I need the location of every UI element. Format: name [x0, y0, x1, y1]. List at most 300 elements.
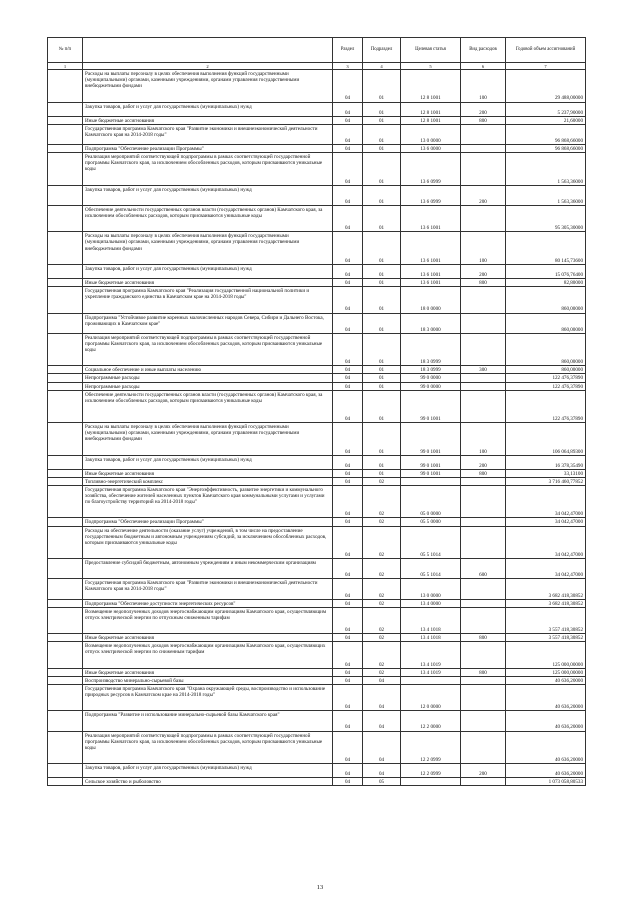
row-name-cell: Подпрограмма "Обеспечение доступности энергетических ресурсов": [83, 599, 333, 607]
row-name-cell: Иные бюджетные ассигнования: [83, 668, 333, 676]
row-name-cell: Расходы на выплаты персоналу в целях обеспечения выполнения функций государственными (муниципальными) органами, казенными учреждениями, органами управления государственными внебюджетными фондами: [83, 232, 333, 265]
row-amount-cell: 33,13100: [506, 469, 586, 477]
row-amount-cell: 29 488,00000: [506, 70, 586, 103]
row-amount-cell: 860,00000: [506, 287, 586, 313]
table-row: [48, 279, 586, 287]
row-expense-type-cell: 800: [461, 116, 506, 124]
table-row: [48, 731, 586, 764]
row-num-cell: [48, 153, 83, 186]
row-razdel-cell: 04: [333, 485, 363, 518]
row-amount-cell: 3 716 460,77852: [506, 477, 586, 485]
row-podrazdel-cell: 04: [363, 711, 401, 731]
row-target-article-cell: 13 6 0999: [401, 153, 461, 186]
row-name-cell: Реализация мероприятий соответствующей подпрограммы в рамках соответствующей государственной программы Камчатского края, за исключением обособленных расходов, которым присваиваются уникальные коды: [83, 731, 333, 764]
row-amount-cell: 95 305,30000: [506, 205, 586, 231]
row-target-article-cell: 13 4 1019: [401, 668, 461, 676]
table-row: [48, 287, 586, 313]
row-razdel-cell: 04: [333, 477, 363, 485]
row-podrazdel-cell: 01: [363, 390, 401, 423]
row-name-cell: Закупка товаров, работ и услуг для государственных (муниципальных) нужд: [83, 102, 333, 116]
row-podrazdel-cell: 02: [363, 485, 401, 518]
row-expense-type-cell: [461, 313, 506, 333]
table-row: [48, 366, 586, 374]
row-num-cell: [48, 70, 83, 103]
row-amount-cell: 15 076,76400: [506, 264, 586, 278]
row-podrazdel-cell: 01: [363, 313, 401, 333]
table-row: [48, 374, 586, 382]
row-num-cell: [48, 764, 83, 778]
row-name-cell: Сельское хозяйство и рыболовство: [83, 778, 333, 786]
row-razdel-cell: 04: [333, 423, 363, 456]
row-num-cell: [48, 579, 83, 599]
table-row: [48, 185, 586, 205]
row-podrazdel-cell: 02: [363, 607, 401, 633]
table-row: [48, 423, 586, 456]
row-expense-type-cell: 200: [461, 102, 506, 116]
row-amount-cell: 40 636,20000: [506, 731, 586, 764]
row-amount-cell: 34 042,47000: [506, 518, 586, 526]
row-target-article-cell: 05 5 1014: [401, 526, 461, 559]
row-name-cell: Расходы на обеспечение деятельности (оказание услуг) учреждений, в том числе на предоставление государственным бюджетным и автономным учреждениям субсидий, за исключением обособленных расходов, которым присваиваются уникальные коды: [83, 526, 333, 559]
row-razdel-cell: 04: [333, 153, 363, 186]
row-razdel-cell: 04: [333, 668, 363, 676]
row-target-article-cell: 12 8 1001: [401, 102, 461, 116]
row-target-article-cell: 99 0 1001: [401, 455, 461, 469]
row-target-article-cell: 13 6 1001: [401, 264, 461, 278]
row-podrazdel-cell: 04: [363, 764, 401, 778]
row-target-article-cell: 13 4 1019: [401, 642, 461, 668]
table-row: [48, 232, 586, 265]
row-num-cell: [48, 469, 83, 477]
row-razdel-cell: 04: [333, 374, 363, 382]
row-podrazdel-cell: 01: [363, 232, 401, 265]
row-amount-cell: 125 000,00000: [506, 668, 586, 676]
row-name-cell: Воспроизводство минерально-сырьевой базы: [83, 676, 333, 684]
row-target-article-cell: 18 3 0999: [401, 366, 461, 374]
row-name-cell: Расходы на выплаты персоналу в целях обеспечения выполнения функций государственными (муниципальными) органами, казенными учреждениями, органами управления государственными внебюджетными фондами: [83, 423, 333, 456]
table-row: [48, 145, 586, 153]
row-target-article-cell: [401, 778, 461, 786]
row-podrazdel-cell: 02: [363, 518, 401, 526]
row-podrazdel-cell: 02: [363, 559, 401, 579]
row-target-article-cell: 13 6 1001: [401, 205, 461, 231]
row-target-article-cell: 99 0 1001: [401, 469, 461, 477]
table-row: [48, 668, 586, 676]
row-podrazdel-cell: 01: [363, 469, 401, 477]
header-num: № п/п: [48, 38, 83, 63]
row-name-cell: Возмещение недополученных доходов энергоснабжающим организациям Камчатского края, осуществляющим отпуск электрической энергии по отпускным сниженным тарифам: [83, 607, 333, 633]
row-expense-type-cell: [461, 205, 506, 231]
row-name-cell: Закупка товаров, работ и услуг для государственных (муниципальных) нужд: [83, 764, 333, 778]
row-amount-cell: 122 476,37890: [506, 374, 586, 382]
row-razdel-cell: 04: [333, 455, 363, 469]
row-num-cell: [48, 668, 83, 676]
row-expense-type-cell: [461, 731, 506, 764]
row-razdel-cell: 04: [333, 731, 363, 764]
row-expense-type-cell: [461, 518, 506, 526]
index-cell: 4: [363, 63, 401, 70]
row-podrazdel-cell: 01: [363, 153, 401, 186]
row-name-cell: Государственная программа Камчатского края "Развитие экономики и внешнеэкономической деятельности Камчатского края на 2014-2018 годы": [83, 124, 333, 144]
row-podrazdel-cell: 01: [363, 382, 401, 390]
table-row: [48, 764, 586, 778]
row-expense-type-cell: 200: [461, 264, 506, 278]
row-expense-type-cell: [461, 333, 506, 366]
row-amount-cell: 34 042,47000: [506, 559, 586, 579]
row-name-cell: Возмещение недополученных доходов энергоснабжающим организациям Камчатского края, осуществляющих отпуск электрической энергии по сниженным тарифам: [83, 642, 333, 668]
row-expense-type-cell: [461, 477, 506, 485]
row-amount-cell: 3 557 418,30852: [506, 607, 586, 633]
row-amount-cell: 82,80000: [506, 279, 586, 287]
row-podrazdel-cell: 02: [363, 526, 401, 559]
row-podrazdel-cell: 01: [363, 374, 401, 382]
row-amount-cell: 34 042,47000: [506, 526, 586, 559]
row-num-cell: [48, 374, 83, 382]
row-name-cell: Реализация мероприятий соответствующей подпрограммы в рамках соответствующей государственной программы Камчатского края, за исключением обособленных расходов, которым присваиваются уникальные коды: [83, 153, 333, 186]
row-amount-cell: 34 042,47000: [506, 485, 586, 518]
row-amount-cell: 1 073 058,80533: [506, 778, 586, 786]
table-body: [48, 70, 586, 786]
row-num-cell: [48, 526, 83, 559]
row-num-cell: [48, 185, 83, 205]
row-amount-cell: 106 064,89300: [506, 423, 586, 456]
row-expense-type-cell: 200: [461, 185, 506, 205]
row-num-cell: [48, 287, 83, 313]
row-razdel-cell: 04: [333, 607, 363, 633]
row-num-cell: [48, 366, 83, 374]
row-podrazdel-cell: 01: [363, 455, 401, 469]
row-expense-type-cell: [461, 382, 506, 390]
row-expense-type-cell: [461, 607, 506, 633]
row-amount-cell: 80 145,73600: [506, 232, 586, 265]
row-expense-type-cell: [461, 374, 506, 382]
row-target-article-cell: 13 4 1018: [401, 607, 461, 633]
row-razdel-cell: 04: [333, 313, 363, 333]
row-num-cell: [48, 559, 83, 579]
row-num-cell: [48, 778, 83, 786]
row-razdel-cell: 04: [333, 205, 363, 231]
row-amount-cell: 122 476,37890: [506, 382, 586, 390]
row-num-cell: [48, 634, 83, 642]
row-target-article-cell: 99 0 1001: [401, 423, 461, 456]
row-razdel-cell: 04: [333, 124, 363, 144]
row-expense-type-cell: [461, 287, 506, 313]
row-expense-type-cell: [461, 778, 506, 786]
row-num-cell: [48, 145, 83, 153]
row-razdel-cell: 04: [333, 70, 363, 103]
row-podrazdel-cell: 02: [363, 668, 401, 676]
row-razdel-cell: 04: [333, 526, 363, 559]
row-num-cell: [48, 279, 83, 287]
row-razdel-cell: 04: [333, 145, 363, 153]
table-row: [48, 153, 586, 186]
row-razdel-cell: 04: [333, 711, 363, 731]
row-expense-type-cell: [461, 684, 506, 710]
row-name-cell: Иные бюджетные ассигнования: [83, 469, 333, 477]
row-razdel-cell: 04: [333, 684, 363, 710]
row-podrazdel-cell: 01: [363, 205, 401, 231]
table-row: [48, 469, 586, 477]
table-row: [48, 116, 586, 124]
row-amount-cell: 96 868,66000: [506, 124, 586, 144]
row-target-article-cell: 05 0 0000: [401, 485, 461, 518]
row-razdel-cell: 04: [333, 634, 363, 642]
table-row: [48, 205, 586, 231]
row-num-cell: [48, 455, 83, 469]
row-num-cell: [48, 264, 83, 278]
row-podrazdel-cell: 04: [363, 684, 401, 710]
row-name-cell: Закупка товаров, работ и услуг для государственных (муниципальных) нужд: [83, 264, 333, 278]
row-expense-type-cell: [461, 711, 506, 731]
row-name-cell: Обеспечение деятельности государственных органов власти (государственных органов) Камчатского края, за исключением обособленных расходов, которым присваиваются уникальные коды: [83, 205, 333, 231]
row-num-cell: [48, 642, 83, 668]
row-num-cell: [48, 477, 83, 485]
row-razdel-cell: 04: [333, 279, 363, 287]
row-name-cell: Государственная программа Камчатского края "Реализация государственной национальной политики и укрепление гражданского единства в Камчатском крае на 2014-2018 годы": [83, 287, 333, 313]
row-target-article-cell: 12 8 1001: [401, 116, 461, 124]
row-name-cell: Подпрограмма "Обеспечение реализации Программы": [83, 518, 333, 526]
row-amount-cell: 5 237,90000: [506, 102, 586, 116]
row-podrazdel-cell: 02: [363, 599, 401, 607]
table-row: [48, 559, 586, 579]
row-podrazdel-cell: 04: [363, 676, 401, 684]
row-podrazdel-cell: 02: [363, 642, 401, 668]
row-name-cell: Расходы на выплаты персоналу в целях обеспечения выполнения функций государственными (муниципальными) органами, казенными учреждениями, органами управления государственными внебюджетными фондами: [83, 70, 333, 103]
budget-table-page: [47, 37, 585, 786]
table-row: [48, 124, 586, 144]
row-amount-cell: 860,00000: [506, 313, 586, 333]
budget-allocation-table: [47, 37, 586, 786]
row-podrazdel-cell: 02: [363, 634, 401, 642]
table-row: [48, 313, 586, 333]
row-num-cell: [48, 333, 83, 366]
row-razdel-cell: 04: [333, 264, 363, 278]
table-row: [48, 477, 586, 485]
row-razdel-cell: 04: [333, 116, 363, 124]
row-podrazdel-cell: 01: [363, 116, 401, 124]
row-num-cell: [48, 382, 83, 390]
row-target-article-cell: 18 3 0999: [401, 333, 461, 366]
row-razdel-cell: 04: [333, 287, 363, 313]
row-expense-type-cell: [461, 124, 506, 144]
row-amount-cell: 860,00000: [506, 333, 586, 366]
table-row: [48, 676, 586, 684]
table-row: [48, 333, 586, 366]
table-row: [48, 382, 586, 390]
row-target-article-cell: 12 2 0000: [401, 711, 461, 731]
row-expense-type-cell: [461, 579, 506, 599]
row-podrazdel-cell: 05: [363, 778, 401, 786]
index-cell: 2: [83, 63, 333, 70]
row-amount-cell: 96 868,66000: [506, 145, 586, 153]
row-amount-cell: 122 476,37890: [506, 390, 586, 423]
row-expense-type-cell: 800: [461, 668, 506, 676]
row-num-cell: [48, 731, 83, 764]
row-razdel-cell: 04: [333, 185, 363, 205]
row-target-article-cell: 12 2 0999: [401, 731, 461, 764]
row-amount-cell: 16 378,35490: [506, 455, 586, 469]
index-cell: 5: [401, 63, 461, 70]
row-expense-type-cell: 800: [461, 279, 506, 287]
row-target-article-cell: 13 0 0000: [401, 579, 461, 599]
row-name-cell: Подпрограмма "Устойчивое развитие коренных малочисленных народов Севера, Сибири и Дальнего Востока, проживающих в Камчатском крае": [83, 313, 333, 333]
row-num-cell: [48, 102, 83, 116]
row-podrazdel-cell: 01: [363, 102, 401, 116]
row-num-cell: [48, 116, 83, 124]
row-expense-type-cell: 100: [461, 232, 506, 265]
row-name-cell: Подпрограмма "Развитие и использование минерально-сырьевой базы Камчатского края": [83, 711, 333, 731]
row-amount-cell: 3 682 418,30852: [506, 599, 586, 607]
table-row: [48, 102, 586, 116]
row-num-cell: [48, 390, 83, 423]
row-target-article-cell: 13 6 0999: [401, 185, 461, 205]
row-expense-type-cell: 800: [461, 469, 506, 477]
row-target-article-cell: 13 6 1001: [401, 232, 461, 265]
row-razdel-cell: 04: [333, 764, 363, 778]
row-expense-type-cell: [461, 676, 506, 684]
row-target-article-cell: 05 5 1014: [401, 559, 461, 579]
row-razdel-cell: 04: [333, 642, 363, 668]
row-target-article-cell: 99 0 1001: [401, 390, 461, 423]
table-row: [48, 778, 586, 786]
index-cell: 7: [506, 63, 586, 70]
header-target-article: Целевая статья: [401, 38, 461, 63]
table-row: [48, 526, 586, 559]
row-target-article-cell: 18 0 0000: [401, 287, 461, 313]
row-name-cell: Подпрограмма "Обеспечение реализации Программы": [83, 145, 333, 153]
row-razdel-cell: 04: [333, 232, 363, 265]
row-name-cell: Государственная программа Камчатского края "Охрана окружающей среды, воспроизводство и использование природных ресурсов в Камчатском крае на 2014-2018 годы": [83, 684, 333, 710]
row-name-cell: Топливно-энергетический комплекс: [83, 477, 333, 485]
row-razdel-cell: 04: [333, 102, 363, 116]
index-cell: 6: [461, 63, 506, 70]
table-row: [48, 264, 586, 278]
table-row: [48, 642, 586, 668]
row-razdel-cell: 04: [333, 579, 363, 599]
row-expense-type-cell: 200: [461, 764, 506, 778]
table-row: [48, 599, 586, 607]
row-expense-type-cell: 800: [461, 634, 506, 642]
table-row: [48, 684, 586, 710]
row-name-cell: Государственная программа Камчатского края "Развитие экономики и внешнеэкономической деятельности Камчатского края на 2014-2018 годы": [83, 579, 333, 599]
row-amount-cell: 40 636,20000: [506, 711, 586, 731]
row-podrazdel-cell: 01: [363, 279, 401, 287]
row-target-article-cell: 99 0 0000: [401, 382, 461, 390]
row-amount-cell: 125 000,00000: [506, 642, 586, 668]
row-target-article-cell: 18 3 0000: [401, 313, 461, 333]
row-num-cell: [48, 676, 83, 684]
row-amount-cell: 3 557 418,30852: [506, 634, 586, 642]
table-row: [48, 70, 586, 103]
row-target-article-cell: 13 0 0000: [401, 124, 461, 144]
row-amount-cell: 40 636,20000: [506, 676, 586, 684]
column-index-row: [48, 63, 586, 70]
row-expense-type-cell: [461, 485, 506, 518]
row-name-cell: Государственная программа Камчатского края "Энергоэффективность, развитие энергетики и коммунального хозяйства, обеспечение жителей населенных пунктов Камчатского края коммунальными услугами и услугами по благоустройству территорий на 2014-2018 годы": [83, 485, 333, 518]
row-podrazdel-cell: 01: [363, 366, 401, 374]
row-num-cell: [48, 124, 83, 144]
row-name-cell: Социальное обеспечение и иные выплаты населению: [83, 366, 333, 374]
row-target-article-cell: 13 6 0000: [401, 145, 461, 153]
row-name-cell: Обеспечение деятельности государственных органов власти (государственных органов) Камчатского края, за исключением обособленных расходов, которым присваиваются уникальные коды: [83, 390, 333, 423]
header-row: [48, 38, 586, 63]
row-name-cell: Реализация мероприятий соответствующей подпрограммы в рамках соответствующей государственной программы Камчатского края, за исключением обособленных расходов, которым присваиваются уникальные коды: [83, 333, 333, 366]
row-amount-cell: 40 636,20000: [506, 684, 586, 710]
row-amount-cell: 21,60000: [506, 116, 586, 124]
row-razdel-cell: 04: [333, 469, 363, 477]
table-row: [48, 390, 586, 423]
row-num-cell: [48, 711, 83, 731]
row-razdel-cell: 04: [333, 518, 363, 526]
row-target-article-cell: [401, 477, 461, 485]
row-num-cell: [48, 205, 83, 231]
row-target-article-cell: 13 6 1001: [401, 279, 461, 287]
index-cell: 1: [48, 63, 83, 70]
row-amount-cell: 40 636,20000: [506, 764, 586, 778]
row-num-cell: [48, 232, 83, 265]
index-cell: 3: [333, 63, 363, 70]
row-podrazdel-cell: 02: [363, 579, 401, 599]
table-row: [48, 711, 586, 731]
row-podrazdel-cell: 01: [363, 287, 401, 313]
header-annual-amount: Годовой объем ассигнований: [506, 38, 586, 63]
row-target-article-cell: 99 0 0000: [401, 374, 461, 382]
row-podrazdel-cell: 01: [363, 423, 401, 456]
row-target-article-cell: 13 4 1018: [401, 634, 461, 642]
row-num-cell: [48, 423, 83, 456]
table-row: [48, 579, 586, 599]
row-target-article-cell: 13 4 0000: [401, 599, 461, 607]
row-expense-type-cell: [461, 599, 506, 607]
row-podrazdel-cell: 01: [363, 124, 401, 144]
header-name: [83, 38, 333, 63]
row-name-cell: Иные бюджетные ассигнования: [83, 279, 333, 287]
row-razdel-cell: 04: [333, 390, 363, 423]
row-razdel-cell: 04: [333, 599, 363, 607]
row-expense-type-cell: [461, 145, 506, 153]
row-num-cell: [48, 485, 83, 518]
row-num-cell: [48, 607, 83, 633]
header-podrazdel: Подраздел: [363, 38, 401, 63]
row-expense-type-cell: [461, 642, 506, 668]
row-num-cell: [48, 684, 83, 710]
table-row: [48, 607, 586, 633]
header-expense-type: Вид расходов: [461, 38, 506, 63]
row-target-article-cell: 12 8 1001: [401, 70, 461, 103]
row-target-article-cell: 05 5 0000: [401, 518, 461, 526]
table-row: [48, 455, 586, 469]
table-row: [48, 634, 586, 642]
row-razdel-cell: 04: [333, 778, 363, 786]
row-amount-cell: 860,00000: [506, 366, 586, 374]
row-expense-type-cell: 200: [461, 455, 506, 469]
table-row: [48, 518, 586, 526]
row-razdel-cell: 04: [333, 333, 363, 366]
row-expense-type-cell: [461, 390, 506, 423]
row-num-cell: [48, 313, 83, 333]
table-row: [48, 485, 586, 518]
row-name-cell: Закупка товаров, работ и услуг для государственных (муниципальных) нужд: [83, 455, 333, 469]
row-name-cell: Непрограммные расходы: [83, 382, 333, 390]
row-name-cell: Иные бюджетные ассигнования: [83, 634, 333, 642]
row-razdel-cell: 04: [333, 366, 363, 374]
row-podrazdel-cell: 01: [363, 185, 401, 205]
row-num-cell: [48, 599, 83, 607]
row-expense-type-cell: 100: [461, 423, 506, 456]
row-name-cell: Закупка товаров, работ и услуг для государственных (муниципальных) нужд: [83, 185, 333, 205]
row-amount-cell: 3 682 418,30852: [506, 579, 586, 599]
row-razdel-cell: 04: [333, 559, 363, 579]
